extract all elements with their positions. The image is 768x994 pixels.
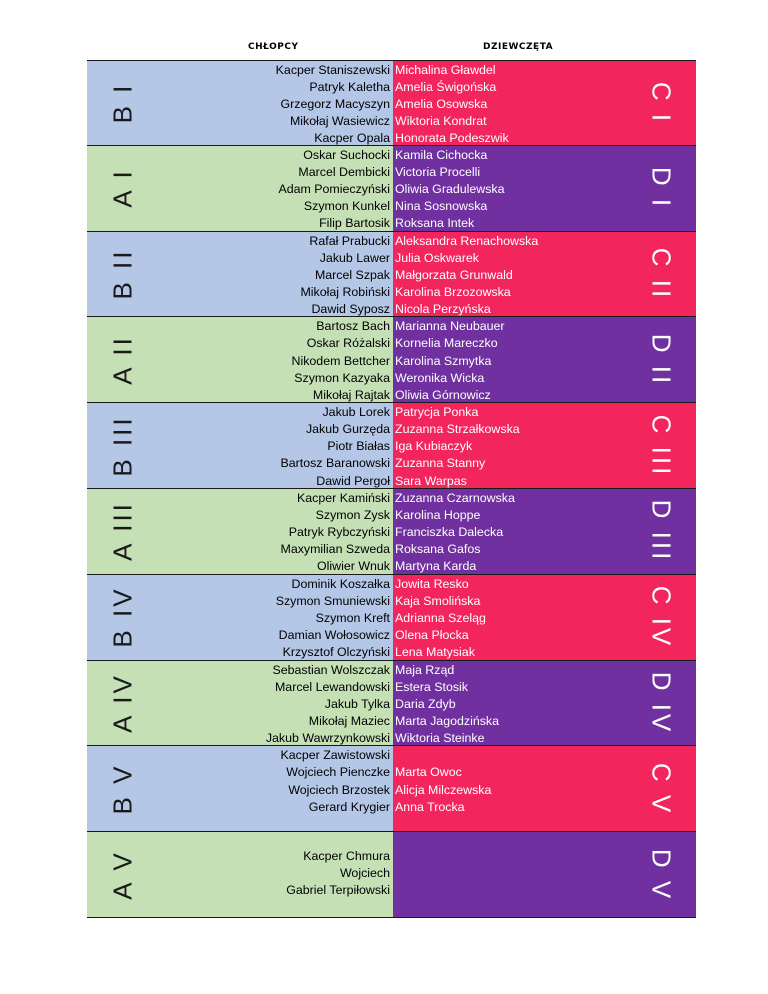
boy-name: Kacper Staniszewski bbox=[275, 63, 390, 77]
girl-name: Karolina Szmytka bbox=[395, 353, 492, 368]
girls-names bbox=[395, 233, 538, 318]
girls-header: DZIEWCZĘTA bbox=[483, 42, 554, 52]
girl-name: Anna Trocka bbox=[395, 799, 465, 814]
class-band bbox=[87, 832, 696, 918]
girls-names bbox=[395, 62, 509, 147]
girl-name: Małgorzata Grunwald bbox=[395, 267, 513, 282]
girls-names bbox=[395, 318, 505, 403]
girls-column bbox=[393, 661, 696, 746]
girls-names bbox=[395, 662, 499, 747]
girl-name: Marta Jagodzińska bbox=[395, 713, 499, 728]
class-band bbox=[87, 661, 696, 747]
girls-names bbox=[395, 747, 491, 815]
boy-name: Jakub Lawer bbox=[319, 250, 390, 265]
girls-class-label: C V bbox=[646, 762, 677, 815]
girls-column bbox=[393, 403, 696, 488]
girl-name: Kornelia Mareczko bbox=[395, 336, 498, 351]
girls-column bbox=[393, 61, 696, 145]
girl-name: Sara Warpas bbox=[395, 473, 467, 488]
girls-class-label: D III bbox=[646, 500, 677, 563]
boys-column bbox=[87, 661, 393, 746]
girls-column bbox=[393, 489, 696, 574]
boy-name: Bartosz Baranowski bbox=[280, 456, 390, 471]
boys-column bbox=[87, 61, 393, 145]
boy-name: Szymon Kreft bbox=[315, 610, 390, 625]
girl-name: Karolina Hoppe bbox=[395, 508, 481, 523]
girls-class-label: D II bbox=[646, 333, 677, 387]
boy-name: Mikołaj Rajtak bbox=[312, 387, 390, 402]
girl-name: Marta Owoc bbox=[395, 765, 462, 780]
boys-column bbox=[87, 746, 393, 831]
boy-name: Sebastian Wolszczak bbox=[272, 662, 390, 677]
boys-class-label: A I bbox=[107, 168, 138, 208]
boys-names bbox=[281, 490, 391, 575]
class-sheet bbox=[87, 60, 696, 918]
boy-name: Mikołaj Robiński bbox=[300, 284, 390, 299]
boy-name: Jakub Lorek bbox=[322, 405, 390, 420]
girl-name: Wiktoria Steinke bbox=[395, 730, 485, 745]
girl-name: Zuzanna Strzałkowska bbox=[395, 422, 520, 437]
girls-names bbox=[395, 490, 515, 575]
boys-column bbox=[87, 489, 393, 574]
girl-name: Olena Płocka bbox=[395, 628, 469, 643]
girl-name bbox=[395, 747, 491, 764]
girls-class-label: C IV bbox=[646, 585, 677, 649]
class-band bbox=[87, 489, 696, 575]
girls-names bbox=[395, 147, 505, 232]
boy-name: Wojciech bbox=[339, 866, 390, 881]
girl-name: Martyna Karda bbox=[395, 559, 477, 574]
boy-name: Krzysztof Olczyński bbox=[282, 645, 390, 660]
girl-name: Nina Sosnowska bbox=[395, 199, 488, 214]
boy-name: Mikołaj Maziec bbox=[308, 713, 390, 728]
girls-column bbox=[393, 317, 696, 402]
boy-name: Szymon Zysk bbox=[315, 508, 390, 523]
class-band bbox=[87, 746, 696, 832]
boys-class-label: A II bbox=[107, 334, 138, 385]
boys-names bbox=[281, 747, 390, 815]
boys-names bbox=[286, 848, 390, 899]
boy-name: Piotr Białas bbox=[327, 439, 390, 454]
girl-name: Roksana Gafos bbox=[395, 542, 481, 557]
boys-column bbox=[87, 146, 393, 231]
girl-name: Marianna Neubauer bbox=[395, 319, 505, 334]
boys-class-label: B I bbox=[107, 82, 138, 124]
girl-name: Victoria Procelli bbox=[395, 164, 481, 179]
boy-name: Kacper Zawistowski bbox=[280, 748, 390, 763]
boy-name: Damian Wołosowicz bbox=[278, 628, 390, 643]
girls-class-label: D V bbox=[646, 848, 677, 901]
class-band bbox=[87, 317, 696, 403]
girl-name: Lena Matysiak bbox=[395, 645, 475, 660]
girl-name: Zuzanna Czarnowska bbox=[395, 491, 515, 505]
boys-class-label: B IV bbox=[107, 586, 138, 648]
boy-name: Jakub Tylka bbox=[324, 696, 390, 711]
boy-name: Nikodem Bettcher bbox=[291, 353, 390, 368]
boy-name: Oliwier Wnuk bbox=[317, 559, 390, 574]
class-band bbox=[87, 60, 696, 146]
boy-name: Oskar Różalski bbox=[306, 336, 390, 351]
boy-name: Patryk Kaletha bbox=[309, 80, 390, 95]
boy-name: Kacper Chmura bbox=[303, 849, 390, 864]
girl-name: Karolina Brzozowska bbox=[395, 284, 511, 299]
boy-name: Adam Pomieczyński bbox=[278, 181, 390, 196]
girls-column bbox=[393, 832, 696, 917]
girl-name: Franciszka Dalecka bbox=[395, 525, 504, 540]
boys-class-label: B V bbox=[107, 763, 138, 815]
girl-name: Estera Stosik bbox=[395, 679, 468, 694]
girl-name: Amelia Świgońska bbox=[395, 80, 497, 95]
boy-name: Dawid Syposz bbox=[311, 301, 390, 316]
girls-class-label: D I bbox=[646, 167, 677, 210]
girls-class-label: C III bbox=[646, 414, 677, 477]
boy-name: Marcel Dembicki bbox=[298, 164, 390, 179]
girl-name: Daria Zdyb bbox=[395, 696, 456, 711]
class-band bbox=[87, 575, 696, 661]
girl-name: Patrycja Ponka bbox=[395, 405, 479, 420]
boys-header: CHŁOPCY bbox=[248, 42, 299, 52]
boys-column bbox=[87, 832, 393, 917]
girls-names bbox=[395, 404, 520, 489]
girl-name: Amelia Osowska bbox=[395, 97, 488, 112]
girls-class-label: C II bbox=[646, 247, 677, 301]
boy-name: Marcel Lewandowski bbox=[274, 679, 390, 694]
boys-names bbox=[281, 404, 391, 489]
boys-class-label: A V bbox=[107, 849, 138, 900]
boy-name: Szymon Smuniewski bbox=[275, 593, 390, 608]
boy-name: Rafał Prabucki bbox=[309, 233, 390, 248]
boy-name: Gerard Krygier bbox=[308, 799, 390, 814]
boys-names bbox=[300, 233, 390, 318]
boy-name: Wojciech Brzostek bbox=[288, 782, 390, 797]
girls-class-label: C I bbox=[646, 81, 677, 125]
boy-name: Kacper Kamiński bbox=[297, 491, 390, 505]
girl-name: Adrianna Szeląg bbox=[395, 610, 486, 625]
boys-class-label: A IV bbox=[107, 673, 138, 733]
girl-name: Jowita Resko bbox=[395, 576, 469, 591]
girl-name: Kaja Smolińska bbox=[395, 593, 481, 608]
girls-column bbox=[393, 146, 696, 231]
boy-name: Gabriel Terpiłowski bbox=[286, 883, 390, 898]
girl-name: Roksana Intek bbox=[395, 216, 475, 231]
boy-name: Marcel Szpak bbox=[314, 267, 390, 282]
boys-column bbox=[87, 575, 393, 660]
girl-name: Wiktoria Kondrat bbox=[395, 114, 487, 129]
boy-name: Szymon Kunkel bbox=[303, 199, 390, 214]
girl-name: Iga Kubiaczyk bbox=[395, 439, 473, 454]
boy-name: Mikołaj Wasiewicz bbox=[289, 114, 390, 129]
boy-name: Grzegorz Macyszyn bbox=[280, 97, 390, 112]
boys-names bbox=[292, 318, 390, 403]
girls-names bbox=[395, 576, 486, 661]
girl-name: Zuzanna Stanny bbox=[395, 456, 486, 471]
boys-column bbox=[87, 403, 393, 488]
girl-name: Julia Oskwarek bbox=[395, 250, 480, 265]
boy-name: Oskar Suchocki bbox=[303, 147, 390, 162]
boys-names bbox=[266, 662, 390, 747]
boy-name: Kacper Opala bbox=[314, 131, 390, 146]
class-band bbox=[87, 232, 696, 318]
girl-name: Aleksandra Renachowska bbox=[395, 233, 539, 248]
girls-column bbox=[393, 575, 696, 660]
boys-names bbox=[276, 576, 390, 661]
girl-name: Michalina Gławdel bbox=[395, 63, 496, 77]
boy-name: Dawid Pergoł bbox=[316, 473, 390, 488]
girl-name: Maja Rząd bbox=[395, 662, 455, 677]
girl-name: Oliwia Górnowicz bbox=[395, 387, 491, 402]
boy-name: Wojciech Pienczke bbox=[286, 765, 390, 780]
boys-column bbox=[87, 232, 393, 317]
girls-column bbox=[393, 232, 696, 317]
girls-column bbox=[393, 746, 696, 831]
boys-class-label: A III bbox=[107, 501, 138, 562]
girl-name: Nicola Perzyńska bbox=[395, 301, 491, 316]
boys-class-label: B III bbox=[107, 414, 138, 477]
girl-name: Weronika Wicka bbox=[395, 370, 485, 385]
girl-name: Alicja Milczewska bbox=[395, 782, 492, 797]
boys-names bbox=[276, 62, 390, 147]
boy-name: Filip Bartosik bbox=[319, 216, 390, 231]
boy-name: Jakub Gurzęda bbox=[305, 422, 390, 437]
boy-name: Szymon Kazyaka bbox=[294, 370, 390, 385]
girl-name: Kamila Cichocka bbox=[395, 147, 488, 162]
class-band bbox=[87, 146, 696, 232]
boys-column bbox=[87, 317, 393, 402]
boys-names bbox=[278, 147, 390, 232]
girl-name: Honorata Podeszwik bbox=[395, 131, 509, 146]
girl-name: Oliwia Gradulewska bbox=[395, 181, 505, 196]
boy-name: Bartosz Bach bbox=[316, 319, 390, 334]
boy-name: Patryk Rybczyński bbox=[288, 525, 390, 540]
boy-name: Jakub Wawrzynkowski bbox=[265, 730, 390, 745]
class-band bbox=[87, 403, 696, 489]
girls-class-label: D IV bbox=[646, 671, 677, 735]
boys-class-label: B II bbox=[107, 248, 138, 300]
boy-name: Dominik Koszałka bbox=[291, 576, 390, 591]
boy-name: Maxymilian Szweda bbox=[280, 542, 390, 557]
